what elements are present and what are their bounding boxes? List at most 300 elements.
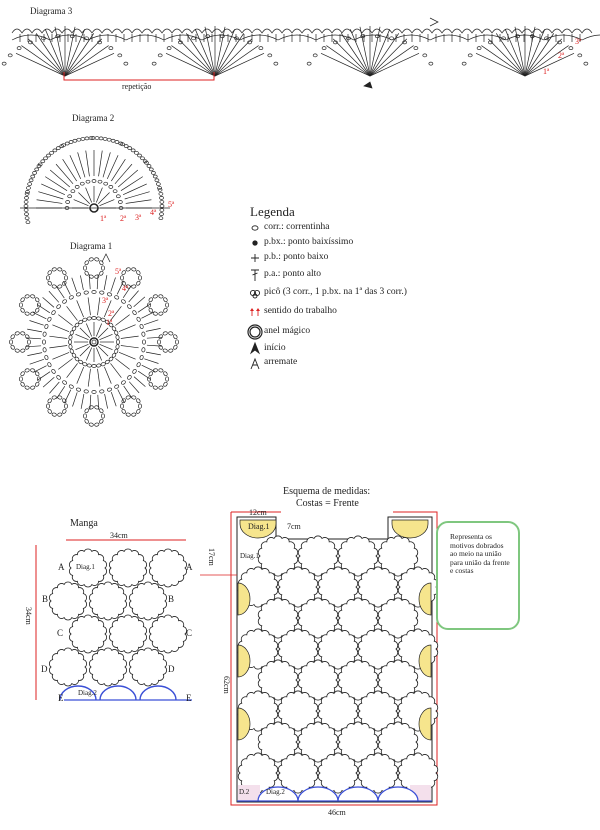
round2-chain xyxy=(69,344,73,349)
diagram1-row-4: 4ª xyxy=(122,284,129,293)
fan-stitch xyxy=(333,39,370,76)
sleeve-diag2-half-motif xyxy=(100,686,136,700)
legend-item-chain: corr.: correntinha xyxy=(264,222,330,232)
diagram2-row-5: 5ª xyxy=(168,200,175,209)
outer-scallop-chain xyxy=(50,151,54,154)
diagram3-border-chart xyxy=(2,18,600,88)
outer-scallop-chain xyxy=(33,171,37,174)
outer-scallop-chain xyxy=(24,196,28,199)
round3-stitch xyxy=(119,325,136,332)
fan-scallop-chain xyxy=(109,47,113,50)
round5-stitch xyxy=(138,304,150,312)
outer-picot-chain xyxy=(35,308,40,313)
sleeve-motif xyxy=(49,648,86,686)
round4-chain xyxy=(51,369,56,374)
body-width-label: 46cm xyxy=(328,808,346,817)
neck-folded-motif-right xyxy=(392,520,428,538)
outer-picot-chain xyxy=(120,276,123,280)
round5-stitch xyxy=(129,382,139,393)
outer-picot-chain xyxy=(15,331,20,335)
outer-scallop-chain xyxy=(46,154,50,157)
round2-chain xyxy=(82,317,87,322)
outer-scallop-chain xyxy=(124,145,128,148)
round1-stitch xyxy=(76,344,89,349)
round1-stitch xyxy=(80,328,90,338)
round4-chain xyxy=(56,375,61,380)
round3-stitch xyxy=(49,336,67,338)
round5-stitch xyxy=(141,312,154,319)
outer-picot-chain xyxy=(20,348,25,352)
round5-stitch xyxy=(43,297,54,307)
round4-chain xyxy=(47,317,52,322)
fan-scallop-chain xyxy=(152,62,156,65)
sleeve-motif xyxy=(49,582,86,620)
round5-stitch xyxy=(90,395,91,410)
fan-scallop-chain xyxy=(423,54,427,57)
fan-scallop-chain xyxy=(313,54,317,57)
shoulder-height-label: 17cm xyxy=(207,548,216,566)
round3-stitch xyxy=(58,315,72,326)
round3-stitch xyxy=(104,367,111,384)
round2-chain xyxy=(69,349,74,354)
legend-item-single: p.b.: ponto baixo xyxy=(264,252,329,262)
row3-stitch xyxy=(56,164,73,184)
outer-picot-chain xyxy=(25,368,30,372)
outer-picot-chain xyxy=(83,414,86,418)
round5-stitch xyxy=(43,377,54,387)
round2-chain xyxy=(116,335,120,340)
outer-scallop-chain xyxy=(53,149,57,152)
outer-picot-chain xyxy=(19,377,22,381)
outer-scallop-chain xyxy=(155,179,159,182)
round2-chain xyxy=(92,316,96,319)
sleeve-row-d-left: D xyxy=(41,664,48,674)
round5-stitch xyxy=(111,392,116,406)
outer-picot-chain xyxy=(27,340,30,344)
outer-scallop-chain xyxy=(138,154,142,157)
round5-stitch xyxy=(72,278,77,292)
outer-picot-chain xyxy=(131,284,136,288)
legend-item-picot: picô (3 corr., 1 p.bx. na 1ª das 3 corr.) xyxy=(264,287,407,297)
fan-scallop-chain xyxy=(569,47,573,50)
round3-stitch xyxy=(98,297,100,315)
fan-scallop-chain xyxy=(124,62,128,65)
sleeve-motif xyxy=(89,582,126,620)
round5-stitch xyxy=(118,389,125,402)
round3-stitch xyxy=(49,346,67,348)
row3-stitch xyxy=(111,159,125,181)
round4-chain xyxy=(44,324,48,329)
body-diag1-label: Diag.1 xyxy=(248,522,270,531)
magic-ring-inner xyxy=(92,340,96,344)
sleeve-diag2-half-motif xyxy=(140,686,176,700)
round5-stitch xyxy=(97,274,98,289)
round2-chain xyxy=(116,340,119,344)
outer-picot-chain xyxy=(136,280,141,285)
outer-picot-chain xyxy=(20,331,25,335)
single-crochet-icon xyxy=(251,254,259,262)
outer-picot-chain xyxy=(138,404,141,408)
round4-chain xyxy=(76,387,81,391)
outer-scallop-chain xyxy=(56,147,60,150)
fan-scallop-chain xyxy=(462,62,466,65)
neck-width-label: 12cm xyxy=(249,508,267,517)
outer-picot-chain xyxy=(84,271,89,276)
round5-stitch xyxy=(30,321,44,326)
round3-stitch xyxy=(121,346,139,348)
outer-picot-chain xyxy=(148,308,153,313)
sleeve-row-c-right: C xyxy=(186,628,193,638)
round1-stitch xyxy=(100,344,113,349)
outer-picot-chain xyxy=(35,297,40,302)
double-crochet-icon xyxy=(251,270,259,281)
chain-stitch-icon xyxy=(252,226,258,230)
round5-stitch xyxy=(134,377,145,387)
round5-stitch xyxy=(138,371,151,379)
outer-picot-chain xyxy=(52,267,57,271)
outer-scallop-chain xyxy=(29,179,33,182)
outer-scallop-chain xyxy=(147,165,151,168)
round4-chain xyxy=(69,295,74,300)
outer-scallop-chain xyxy=(99,137,103,140)
diagram2-row-2: 2ª xyxy=(120,214,127,223)
row3-stitch xyxy=(86,151,90,177)
round4-chain xyxy=(92,390,96,393)
sleeve-motif xyxy=(109,549,146,587)
outer-scallop-chain xyxy=(26,221,30,224)
round5-stitch xyxy=(49,291,59,302)
fan-scallop-chain xyxy=(414,47,418,50)
sleeve-row-e-left: E xyxy=(58,693,64,703)
round4-chain xyxy=(127,375,132,380)
round4-chain xyxy=(44,355,48,360)
outer-picot-chain xyxy=(158,294,163,298)
outer-picot-chain xyxy=(47,280,52,285)
outer-picot-chain xyxy=(64,276,67,280)
row2-chain xyxy=(75,185,79,188)
round4-chain xyxy=(127,304,132,309)
outer-scallop-chain xyxy=(115,140,119,143)
round1-stitch xyxy=(86,348,91,361)
outer-scallop-chain xyxy=(149,168,153,171)
outer-scallop-chain xyxy=(25,190,29,193)
round3-stitch xyxy=(77,367,84,384)
round3-stitch xyxy=(52,352,69,359)
outer-picot-chain xyxy=(153,385,158,389)
fan-scallop-chain xyxy=(307,62,311,65)
magic-ring-icon xyxy=(248,325,262,339)
row2-chain xyxy=(68,195,72,198)
round5-stitch xyxy=(64,281,71,294)
diagram1-title: Diagrama 1 xyxy=(70,241,113,251)
round4-chain xyxy=(47,362,52,367)
round4-chain xyxy=(43,332,47,337)
row3-stitch xyxy=(118,170,138,187)
outer-picot-chain xyxy=(25,334,30,339)
row3-stitch xyxy=(123,184,147,195)
outer-picot-chain xyxy=(89,257,94,261)
row2-chain xyxy=(98,180,102,183)
round5-stitch xyxy=(80,275,83,290)
outer-picot-chain xyxy=(57,395,62,399)
sleeve-height-label: 34cm xyxy=(24,607,33,625)
round5-stitch xyxy=(146,352,161,355)
slip-stitch-icon xyxy=(253,241,257,245)
round2-chain xyxy=(96,317,101,321)
diagram3-row-1: 1ª xyxy=(543,67,550,76)
folded-motif-note-text: Representa os motivos dobrados ao meio na união para união da frente e costas xyxy=(450,532,510,575)
round4-chain xyxy=(56,304,61,309)
round1-stitch xyxy=(100,334,113,339)
round4-chain xyxy=(121,299,126,304)
diagram2-row-1: 1ª xyxy=(100,214,107,223)
outer-picot-chain xyxy=(153,311,158,315)
outer-picot-chain xyxy=(163,297,168,302)
round5-stitch xyxy=(146,328,161,331)
round4-chain xyxy=(62,380,67,385)
outer-picot-chain xyxy=(101,414,104,418)
round2-chain xyxy=(101,362,106,367)
row2-chain xyxy=(118,200,122,203)
outer-picot-chain xyxy=(20,297,25,302)
outer-scallop-chain xyxy=(65,142,69,145)
legend-item-double: p.a.: ponto alto xyxy=(264,269,321,279)
round4-chain xyxy=(51,310,56,315)
round4-chain xyxy=(139,324,143,329)
outer-picot-chain xyxy=(84,260,89,265)
legend-item-start: início xyxy=(264,343,286,353)
outer-picot-chain xyxy=(163,382,168,387)
picot-icon xyxy=(250,290,259,298)
row3-stitch xyxy=(121,177,143,191)
round5-stitch xyxy=(134,297,145,307)
outer-picot-chain xyxy=(30,311,35,315)
fan-scallop-chain xyxy=(118,54,122,57)
outer-picot-chain xyxy=(101,266,104,270)
round5-stitch xyxy=(111,278,116,292)
round1-stitch xyxy=(98,346,108,356)
outer-picot-chain xyxy=(25,385,30,389)
fan-scallop-chain xyxy=(191,37,195,40)
fan-stitch xyxy=(488,39,525,76)
outer-picot-chain xyxy=(136,270,141,275)
row2-chain xyxy=(80,182,84,185)
outer-scallop-chain xyxy=(69,140,73,143)
outer-picot-chain xyxy=(163,348,168,352)
outer-picot-chain xyxy=(84,408,89,413)
outer-picot-chain xyxy=(166,377,169,381)
outer-picot-chain xyxy=(35,382,40,387)
schematic-subtitle: Costas = Frente xyxy=(296,498,359,509)
round3-stitch xyxy=(88,369,90,387)
fan-scallop-chain xyxy=(468,54,472,57)
outer-picot-chain xyxy=(30,385,35,389)
outer-picot-chain xyxy=(47,409,52,414)
diagram3-row-3: 3ª xyxy=(575,37,582,46)
outer-picot-chain xyxy=(25,294,30,298)
fan-scallop-chain xyxy=(8,54,12,57)
outer-picot-chain xyxy=(158,311,163,315)
row3-stitch xyxy=(70,155,81,179)
outer-picot-chain xyxy=(173,345,178,350)
round5-stitch xyxy=(124,386,132,398)
outer-scallop-chain xyxy=(107,138,111,141)
sleeve-motif xyxy=(129,648,166,686)
outer-picot-chain xyxy=(10,334,15,339)
outer-scallop-chain xyxy=(151,171,155,174)
round5-stitch xyxy=(27,353,42,356)
outer-picot-chain xyxy=(20,308,25,313)
round5-stitch xyxy=(129,291,139,302)
round4-chain xyxy=(132,310,137,315)
outer-picot-chain xyxy=(153,294,158,298)
outer-scallop-chain xyxy=(26,186,30,189)
round4-chain xyxy=(136,317,141,322)
round3-stitch xyxy=(121,336,139,338)
outer-picot-chain xyxy=(47,270,52,275)
round4-chain xyxy=(99,389,104,393)
outer-picot-chain xyxy=(148,382,153,387)
outer-picot-chain xyxy=(163,371,168,376)
outer-scallop-chain xyxy=(128,147,132,150)
start-icon xyxy=(251,343,259,353)
outer-picot-chain xyxy=(175,340,178,344)
outer-picot-chain xyxy=(158,334,163,339)
round4-chain xyxy=(141,347,145,352)
outer-picot-chain xyxy=(64,404,67,408)
round5-stitch xyxy=(26,346,41,347)
round4-chain xyxy=(92,290,96,293)
outer-picot-chain xyxy=(121,270,126,275)
round5-stitch xyxy=(64,390,71,404)
body-diag1-inner-label: Diag.1 xyxy=(240,552,259,560)
sleeve-motif xyxy=(129,582,166,620)
diagram1-row-1: 1ª xyxy=(106,318,113,327)
outer-picot-chain xyxy=(120,404,123,408)
diagram3-repeat-label: repetição xyxy=(122,82,152,91)
fan-scallop-chain xyxy=(259,47,263,50)
row3-stitch xyxy=(103,152,110,177)
outer-scallop-chain xyxy=(160,213,164,216)
diagram3-row-2: 2ª xyxy=(558,51,565,60)
round5-stitch xyxy=(27,329,42,332)
outer-picot-chain xyxy=(35,371,40,376)
outer-picot-chain xyxy=(15,348,20,352)
outer-picot-chain xyxy=(57,412,62,416)
round2-chain xyxy=(87,364,92,368)
row2-chain xyxy=(104,182,108,185)
row3-stitch xyxy=(125,192,150,199)
round1-stitch xyxy=(96,348,101,361)
round4-chain xyxy=(121,380,126,385)
round4-chain xyxy=(107,387,112,391)
outer-picot-chain xyxy=(10,345,15,350)
outer-picot-chain xyxy=(57,284,62,288)
outer-picot-chain xyxy=(99,408,104,413)
outer-picot-chain xyxy=(99,271,104,276)
outer-picot-chain xyxy=(138,276,141,280)
outer-scallop-chain xyxy=(28,183,32,186)
fan-scallop-chain xyxy=(578,54,582,57)
sleeve-diag1-label: Diag.1 xyxy=(76,563,95,571)
sleeve-row-b-right: B xyxy=(168,594,175,604)
outer-picot-chain xyxy=(57,267,62,271)
round3-stitch xyxy=(67,363,78,377)
outer-picot-chain xyxy=(126,267,131,271)
legend-item-direction: sentido do trabalho xyxy=(264,306,337,316)
outer-picot-chain xyxy=(131,267,136,271)
round5-stitch xyxy=(56,286,64,298)
outer-picot-chain xyxy=(153,368,158,372)
outer-picot-chain xyxy=(83,266,86,270)
round5-stitch xyxy=(81,394,84,409)
outer-scallop-chain xyxy=(160,209,164,212)
sleeve-motif xyxy=(89,648,126,686)
direction-arrows-icon xyxy=(250,308,260,316)
outer-picot-chain xyxy=(166,303,169,307)
outer-picot-chain xyxy=(168,331,173,335)
row3-stitch xyxy=(50,170,70,187)
outer-scallop-chain xyxy=(81,137,85,140)
outer-scallop-chain xyxy=(25,217,29,220)
outer-picot-chain xyxy=(52,395,57,399)
outer-picot-chain xyxy=(136,398,141,403)
sleeve-title: Manga xyxy=(70,518,98,529)
sleeve-row-d-right: D xyxy=(168,664,175,674)
round2-chain xyxy=(69,335,73,340)
round3-stitch xyxy=(52,325,69,332)
fan-scallop-chain xyxy=(2,62,6,65)
outer-picot-chain xyxy=(19,303,22,307)
outer-picot-chain xyxy=(84,419,89,424)
row2-chain xyxy=(109,185,113,188)
round3-stitch xyxy=(111,363,122,377)
round5-stitch xyxy=(105,394,108,409)
round4-chain xyxy=(84,389,89,393)
round4-chain xyxy=(114,384,119,389)
outer-picot-chain xyxy=(131,412,136,416)
fan-scallop-chain xyxy=(268,54,272,57)
round4-chain xyxy=(114,295,119,300)
row2-chain xyxy=(116,195,120,198)
round1-stitch xyxy=(86,324,91,337)
fan-scallop-chain xyxy=(274,62,278,65)
sleeve-row-a-left: A xyxy=(58,562,65,572)
outer-picot-chain xyxy=(46,276,49,280)
outer-picot-chain xyxy=(163,308,168,313)
round4-chain xyxy=(84,291,89,295)
outer-scallop-chain xyxy=(31,175,35,178)
outer-picot-chain xyxy=(62,409,67,414)
sleeve-row-b-left: B xyxy=(42,594,49,604)
diagram1-motif-chart xyxy=(9,254,178,427)
outer-picot-chain xyxy=(46,404,49,408)
fan-stitch xyxy=(65,39,102,76)
row3-stitch xyxy=(99,151,103,177)
outer-scallop-chain xyxy=(140,157,144,160)
outer-picot-chain xyxy=(9,340,12,344)
outer-picot-chain xyxy=(163,331,168,335)
round5-stitch xyxy=(37,305,50,313)
outer-picot-chain xyxy=(157,340,160,344)
round1-stitch xyxy=(76,334,89,339)
outer-picot-chain xyxy=(126,412,131,416)
outer-scallop-chain xyxy=(156,183,160,186)
row3-stitch xyxy=(115,164,132,184)
fan-stitch xyxy=(28,39,65,76)
row2-chain xyxy=(71,190,75,193)
repeat-bracket xyxy=(64,72,214,80)
